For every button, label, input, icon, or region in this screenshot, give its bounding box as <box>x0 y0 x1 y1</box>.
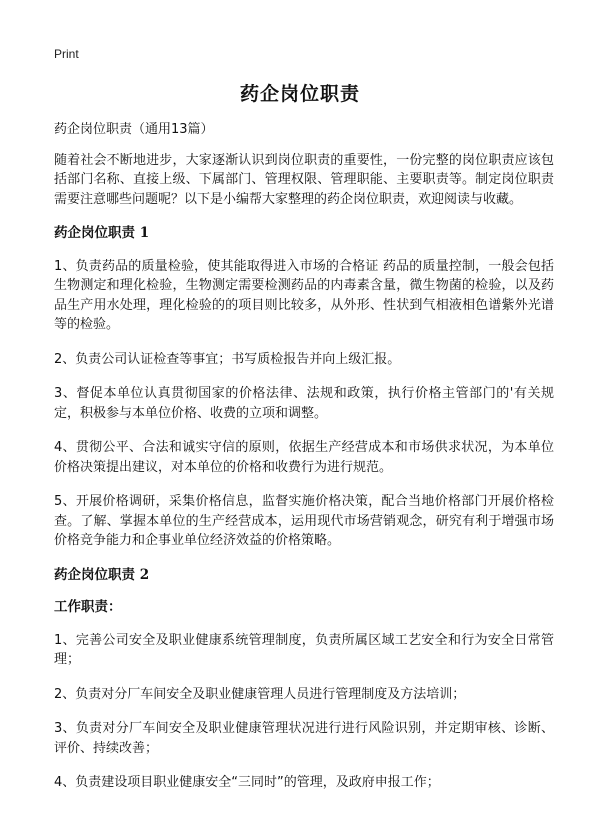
intro-paragraph: 随着社会不断地进步，大家逐渐认识到岗位职责的重要性，一份完整的岗位职责应该包括部门名称、直接上级、下属部门、管理权限、管理职能、主要职责等。制定岗位职责需要注意哪些问题呢？以下是小编帮大家整理的药企岗位职责，欢迎阅读与收藏。 <box>54 152 554 207</box>
section-1-item: 4、贯彻公平、合法和诚实守信的原则，依据生产经营成本和市场供求状况，为本单位价格决策提出建议，对本单位的价格和收费行为进行规范。 <box>54 440 554 475</box>
document-body <box>54 120 554 808</box>
section-2-item: 2、负责对分厂车间安全及职业健康管理人员进行管理制度及方法培训； <box>54 686 466 702</box>
section-1-heading: 药企岗位职责 1 <box>54 225 150 241</box>
section-2-subheading: 工作职责： <box>54 599 122 615</box>
section-2-item: 3、负责对分厂车间安全及职业健康管理状况进行进行风险识别，并定期审核、诊断、评价、持续改善； <box>54 721 554 756</box>
section-1-item: 3、督促本单位认真贯彻国家的价格法律、法规和政策，执行价格主管部门的'有关规定，积极参与本单位价格、收费的立项和调整。 <box>54 386 554 421</box>
section-2-heading: 药企岗位职责 2 <box>54 566 150 583</box>
section-1-item: 2、负责公司认证检查等事宜；书写质检报告并向上级汇报。 <box>54 351 401 367</box>
page-title: 药企岗位职责 <box>239 83 360 105</box>
document-subtitle: 药企岗位职责（通用13篇） <box>54 122 214 137</box>
print-label[interactable]: Print <box>54 47 79 61</box>
section-1-item: 5、开展价格调研，采集价格信息，监督实施价格决策，配合当地价格部门开展价格检查。了解、掌握本单位的生产经营成本，运用现代市场营销观念，研究有利于增强市场价格竞争能力和企事业单位经济效益的价格策略。 <box>54 494 554 548</box>
section-2-item: 1、完善公司安全及职业健康系统管理制度，负责所属区域工艺安全和行为安全日常管理； <box>54 632 554 667</box>
section-2-item: 4、负责建设项目职业健康安全“三同时”的管理，及政府申报工作； <box>54 775 440 790</box>
section-1-item: 1、负责药品的质量检验，使其能取得进入市场的合格证 药品的质量控制，一般会包括生物测定和理化检验，生物测定需要检测药品的内毒素含量，微生物菌的检验，以及药品生产用水处理，理化检验的的项目则比较多，从外形、性状到气相液相色谱紫外光谱等的检验。 <box>54 258 554 332</box>
